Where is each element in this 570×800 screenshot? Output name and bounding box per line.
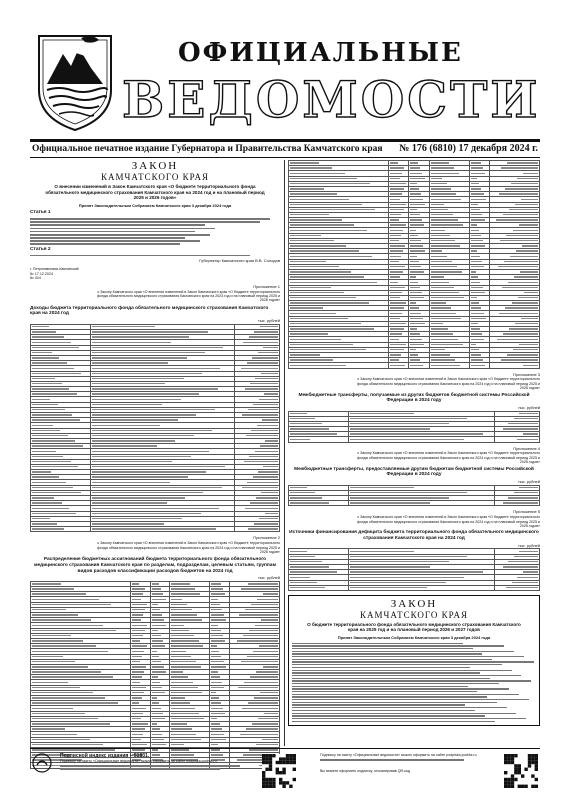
left-column xyxy=(30,160,280,769)
expenditure-table-continued xyxy=(288,160,540,369)
appendix-2-text: к Закону Камчатского края «О внесении изменений в Закон Камчатского края «О бюджете территориального фонда обязательного медицинского страхования Камчатского края на 2024 год и на плановый период 2025 и 2026 годов» xyxy=(96,541,280,554)
table-row xyxy=(289,501,540,506)
masthead-title-top: ОФИЦИАЛЬНЫЕ xyxy=(178,38,463,68)
law-2-adopted: Принят Законодательным Собранием Камчатского края 3 декабря 2024 года xyxy=(337,635,491,641)
appendix-1-text: к Закону Камчатского края «О внесении изменений в Закон Камчатского края «О бюджете территориального фонда обязательного медицинского страхования Камчатского края на 2024 год и на плановый период 2025 и 2026 годов» xyxy=(96,289,280,303)
page-footer xyxy=(30,748,540,793)
table-4-title: Межбюджетные трансферты, предоставляемые другим бюджетам бюджетной системы Российской Федерации в 2024 году xyxy=(294,466,534,478)
law-2-subject: О бюджете территориального фонда обязательного медицинского страхования Камчатского края на 2025 год и на плановый период 2026 и 2027 годов xyxy=(307,621,521,633)
table-2-units: тыс. рублей xyxy=(257,575,280,581)
transfers-received-table xyxy=(288,411,540,443)
appendix-2-label: Приложение 2 xyxy=(253,535,280,541)
table-1-title: Доходы бюджета территориального фонда обязательного медицинского страхования Камчатского края на 2024 год xyxy=(30,305,269,317)
second-law-block xyxy=(288,595,540,726)
law-adopted: Принят Законодательным Собранием Камчатского края 3 декабря 2024 года xyxy=(78,202,232,208)
postal-emblem-icon xyxy=(32,753,52,773)
table-2-title: Распределение бюджетных ассигнований бюджета территориального фонда обязательного медицинского страхования Камчатского края по разделам, подразделам, целевым статьям, группам видов расходов классификации расходов бюджетов на 2024 год xyxy=(33,557,277,574)
table-3-title: Межбюджетные трансферты, получаемые из других бюджетов бюджетной системы Российской Федерации в 2024 году xyxy=(298,392,530,404)
law-2-region: КАМЧАТСКОГО КРАЯ xyxy=(360,609,468,620)
deficit-sources-table xyxy=(288,548,540,591)
masthead xyxy=(30,28,540,138)
article-1-heading: Статья 1 xyxy=(30,210,51,216)
kamchatka-coat-of-arms-icon xyxy=(33,32,117,132)
appendix-1-label: Приложение 1 xyxy=(253,283,280,289)
publication-subtitle: Официальное печатное издание Губернатора и Правительства Камчатского края xyxy=(32,144,383,154)
table-3-units: тыс. рублей xyxy=(517,404,540,410)
issue-number: № 176 (6810) 17 декабря 2024 г. xyxy=(399,143,538,154)
law-title: ЗАКОН xyxy=(131,160,179,172)
signing-date: № 17.12.2024 xyxy=(30,271,53,276)
signing-place: г. Петропавловск-Камчатский xyxy=(30,267,79,272)
governor-signature: Губернатор Камчатского края В.В. Солодов xyxy=(199,258,280,264)
law-2-title: ЗАКОН xyxy=(390,597,438,610)
law-number: № 424 xyxy=(30,276,41,281)
table-5-units: тыс. рублей xyxy=(517,542,540,548)
appendix-4-text: к Закону Камчатского края «О внесении изменений в Закон Камчатского края «О бюджете территориального фонда обязательного медицинского страхования Камчатского края на 2024 год и на плановый период 2025 и 2026 годов» xyxy=(356,451,540,465)
appendix-3-label: Приложение 3 xyxy=(513,371,540,377)
table-row xyxy=(289,363,540,368)
appendix-3-text: к Закону Камчатского края «О внесении изменений в Закон Камчатского края «О бюджете территориального фонда обязательного медицинского страхования Камчатского края на 2024 год и на плановый период 2025 и 2026 годов» xyxy=(356,377,540,391)
column-divider xyxy=(284,160,285,746)
table-5-title: Источники финансирования дефицита бюджета территориального фонда обязательного медицинского страхования Камчатского края на 2024 год xyxy=(289,530,539,541)
article-2-heading: Статья 2 xyxy=(30,247,51,253)
appendix-5-label: Приложение 5 xyxy=(513,509,540,515)
qr-scan-note: Вы можете оформить подписку, отсканировав QR-код xyxy=(320,768,410,773)
subscription-index: Подписной индекс издания – 51831. xyxy=(60,753,150,759)
law-region: КАМЧАТСКОГО КРАЯ xyxy=(101,172,209,182)
table-row xyxy=(289,585,540,590)
law-subject: О внесении изменений в Закон Камчатского края «О бюджете территориального фонда обязательного медицинского страхования Камчатского края на 2024 год и на плановый период 2025 и 2026 годов» xyxy=(45,184,265,201)
subscription-note: Подписку на газету «Официальные ведомости» можно оформить на сайте podpiska.pochta.ru xyxy=(60,759,217,763)
table-1-units: тыс. рублей xyxy=(257,318,280,324)
masthead-rule xyxy=(30,139,540,142)
qr-code-subscription-icon[interactable] xyxy=(504,754,538,788)
qr-note: Подписку на газету «Официальные ведомости» можно оформить на сайте podpiska.pochta.ru xyxy=(320,753,477,757)
subline-rule xyxy=(30,157,540,158)
masthead-subline xyxy=(30,143,540,157)
masthead-title-main: ВЕДОМОСТИ xyxy=(122,70,541,129)
transfers-given-table xyxy=(288,485,540,507)
table-row xyxy=(289,437,540,442)
revenue-table xyxy=(30,324,280,533)
expenditure-table xyxy=(30,581,280,769)
table-4-units: тыс. рублей xyxy=(517,478,540,484)
appendix-4-label: Приложение 4 xyxy=(513,445,540,451)
qr-code-icon[interactable] xyxy=(262,754,296,788)
right-column xyxy=(288,160,540,726)
appendix-5-text: к Закону Камчатского края «О внесении изменений в Закон Камчатского края «О бюджете территориального фонда обязательного медицинского страхования Камчатского края на 2024 год и на плановый период 2025 и 2026 годов» xyxy=(356,515,540,528)
table-row xyxy=(31,527,280,532)
